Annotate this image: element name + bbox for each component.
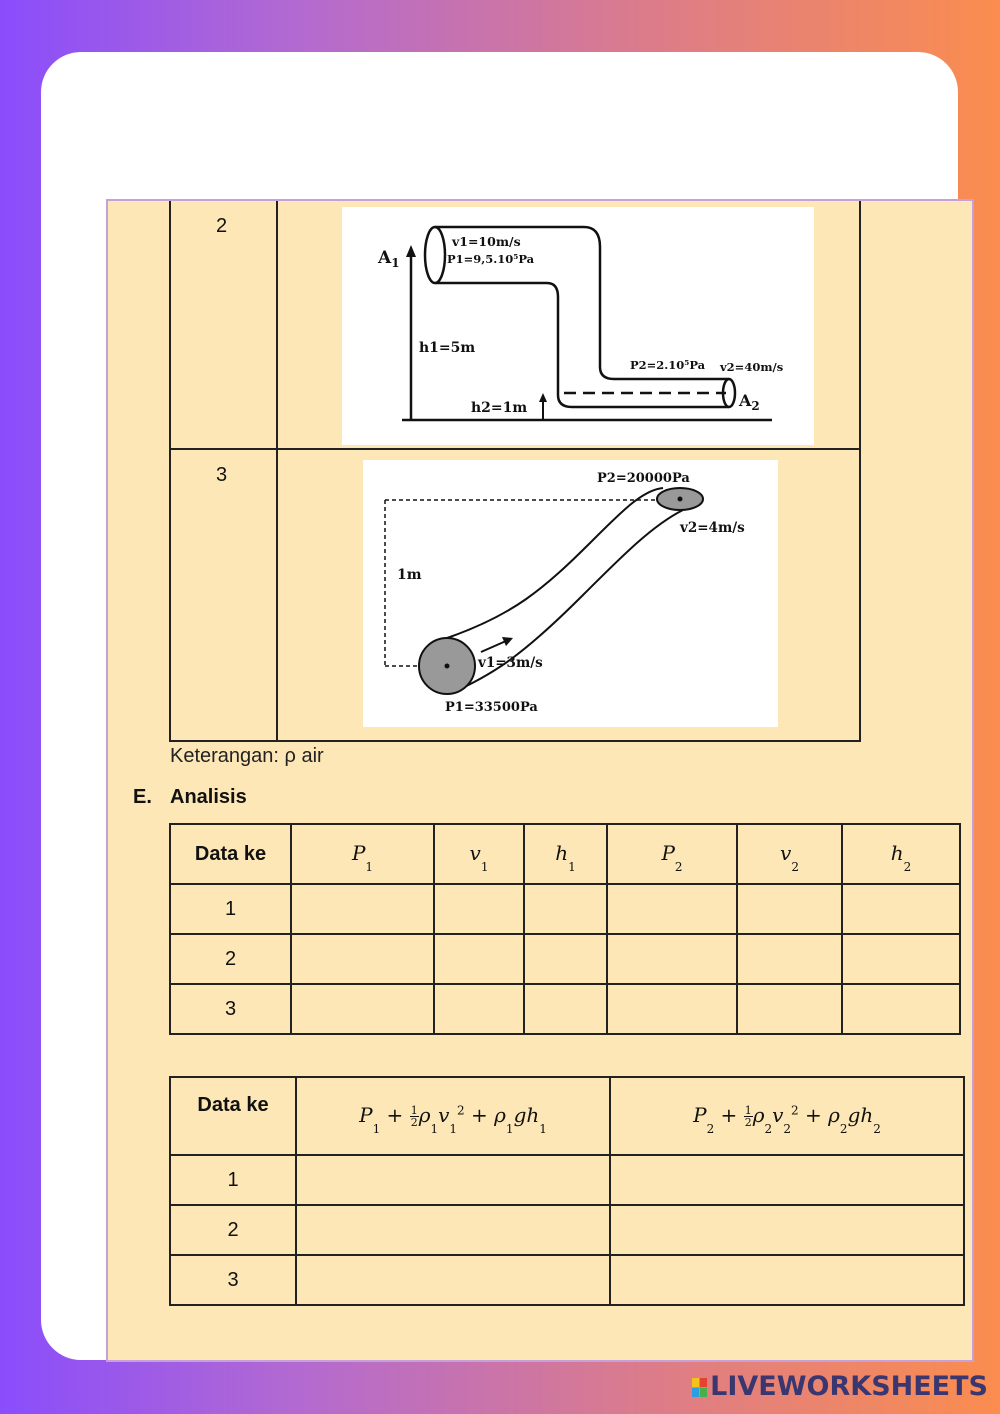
answer-cell[interactable] [737,934,842,984]
label-p2: P2=20000Pa [597,471,690,486]
header-p1: $P_1$ [291,824,434,884]
figure-curved-pipe [363,460,778,727]
table-row [170,1155,964,1205]
answer-cell[interactable] [610,1205,964,1255]
answer-cell[interactable] [737,984,842,1034]
pipe-step-diagram [342,207,814,445]
header-data-ke: Data ke [170,1077,296,1155]
bernoulli-header-row [170,1077,964,1155]
brand-name: LIVEWORKSHEETS [710,1371,988,1402]
section-letter: E. [133,786,152,808]
answer-cell[interactable] [434,884,524,934]
section-title: Analisis [170,786,247,808]
answer-cell[interactable] [434,934,524,984]
label-p2: P2=2.10⁵Pa [630,358,706,372]
header-bernoulli-point-1: $P_1$ + $\frac{1}{2}$ $\rho_1v_1^2 + \rho_1gh_1$ [296,1077,610,1155]
curved-pipe-diagram [363,460,778,727]
table-border-bottom [169,740,861,742]
table-row [170,1255,964,1305]
answer-cell[interactable] [610,1255,964,1305]
table-border-left [169,201,171,742]
row-number-2: 2 [216,215,228,237]
liveworksheets-logo[interactable] [692,1371,988,1402]
header-v1: $v_1$ [434,824,524,884]
label-h1: h1=5m [419,340,476,356]
worksheet-card [41,52,958,1360]
answer-cell[interactable] [296,1205,610,1255]
label-v2: v2=40m/s [720,360,784,374]
analysis-header-row [170,824,960,884]
row-label: 3 [170,1255,296,1305]
row-number-3: 3 [216,464,228,486]
answer-cell[interactable] [291,934,434,984]
header-h2: $h_2$ [842,824,960,884]
table-row [170,984,960,1034]
label-v2: v2=4m/s [680,520,745,536]
label-a1: $A_1$ [378,248,400,270]
bernoulli-table [169,1076,965,1306]
answer-cell[interactable] [610,1155,964,1205]
table-row [170,1205,964,1255]
answer-cell[interactable] [524,984,607,1034]
header-data-ke: Data ke [170,824,291,884]
worksheet-page [106,199,974,1362]
label-a2: $A_2$ [739,391,760,413]
answer-cell[interactable] [737,884,842,934]
answer-cell[interactable] [296,1255,610,1305]
label-v1: v1=10m/s [452,234,521,249]
label-p1: P1=9,5.10⁵Pa [447,252,535,266]
answer-cell[interactable] [291,984,434,1034]
label-height: 1m [397,567,422,583]
figure-pipe-step [342,207,814,445]
table-row-divider [169,448,861,450]
analysis-table [169,823,961,1035]
answer-cell[interactable] [607,884,737,934]
table-border-right [859,201,861,742]
logo-mark-icon [692,1378,708,1398]
answer-cell[interactable] [524,884,607,934]
row-label: 2 [170,934,291,984]
answer-cell[interactable] [524,934,607,984]
label-p1: P1=33500Pa [445,700,538,715]
answer-cell[interactable] [291,884,434,934]
row-label: 3 [170,984,291,1034]
table-row [170,934,960,984]
answer-cell[interactable] [842,934,960,984]
header-v2: $v_2$ [737,824,842,884]
table-row [170,884,960,934]
header-h1: $h_1$ [524,824,607,884]
header-p2: $P_2$ [607,824,737,884]
answer-cell[interactable] [607,934,737,984]
answer-cell[interactable] [842,884,960,934]
answer-cell[interactable] [607,984,737,1034]
answer-cell[interactable] [842,984,960,1034]
table-border-mid [276,201,278,742]
answer-cell[interactable] [434,984,524,1034]
keterangan-note: Keterangan: ρ air [170,745,324,767]
label-h2: h2=1m [471,400,528,416]
row-label: 2 [170,1205,296,1255]
header-bernoulli-point-2: $P_2$ + $\frac{1}{2}$ $\rho_2v_2^2 + \rho_2gh_2$ [610,1077,964,1155]
row-label: 1 [170,1155,296,1205]
label-v1: v1=3m/s [478,655,543,671]
answer-cell[interactable] [296,1155,610,1205]
row-label: 1 [170,884,291,934]
